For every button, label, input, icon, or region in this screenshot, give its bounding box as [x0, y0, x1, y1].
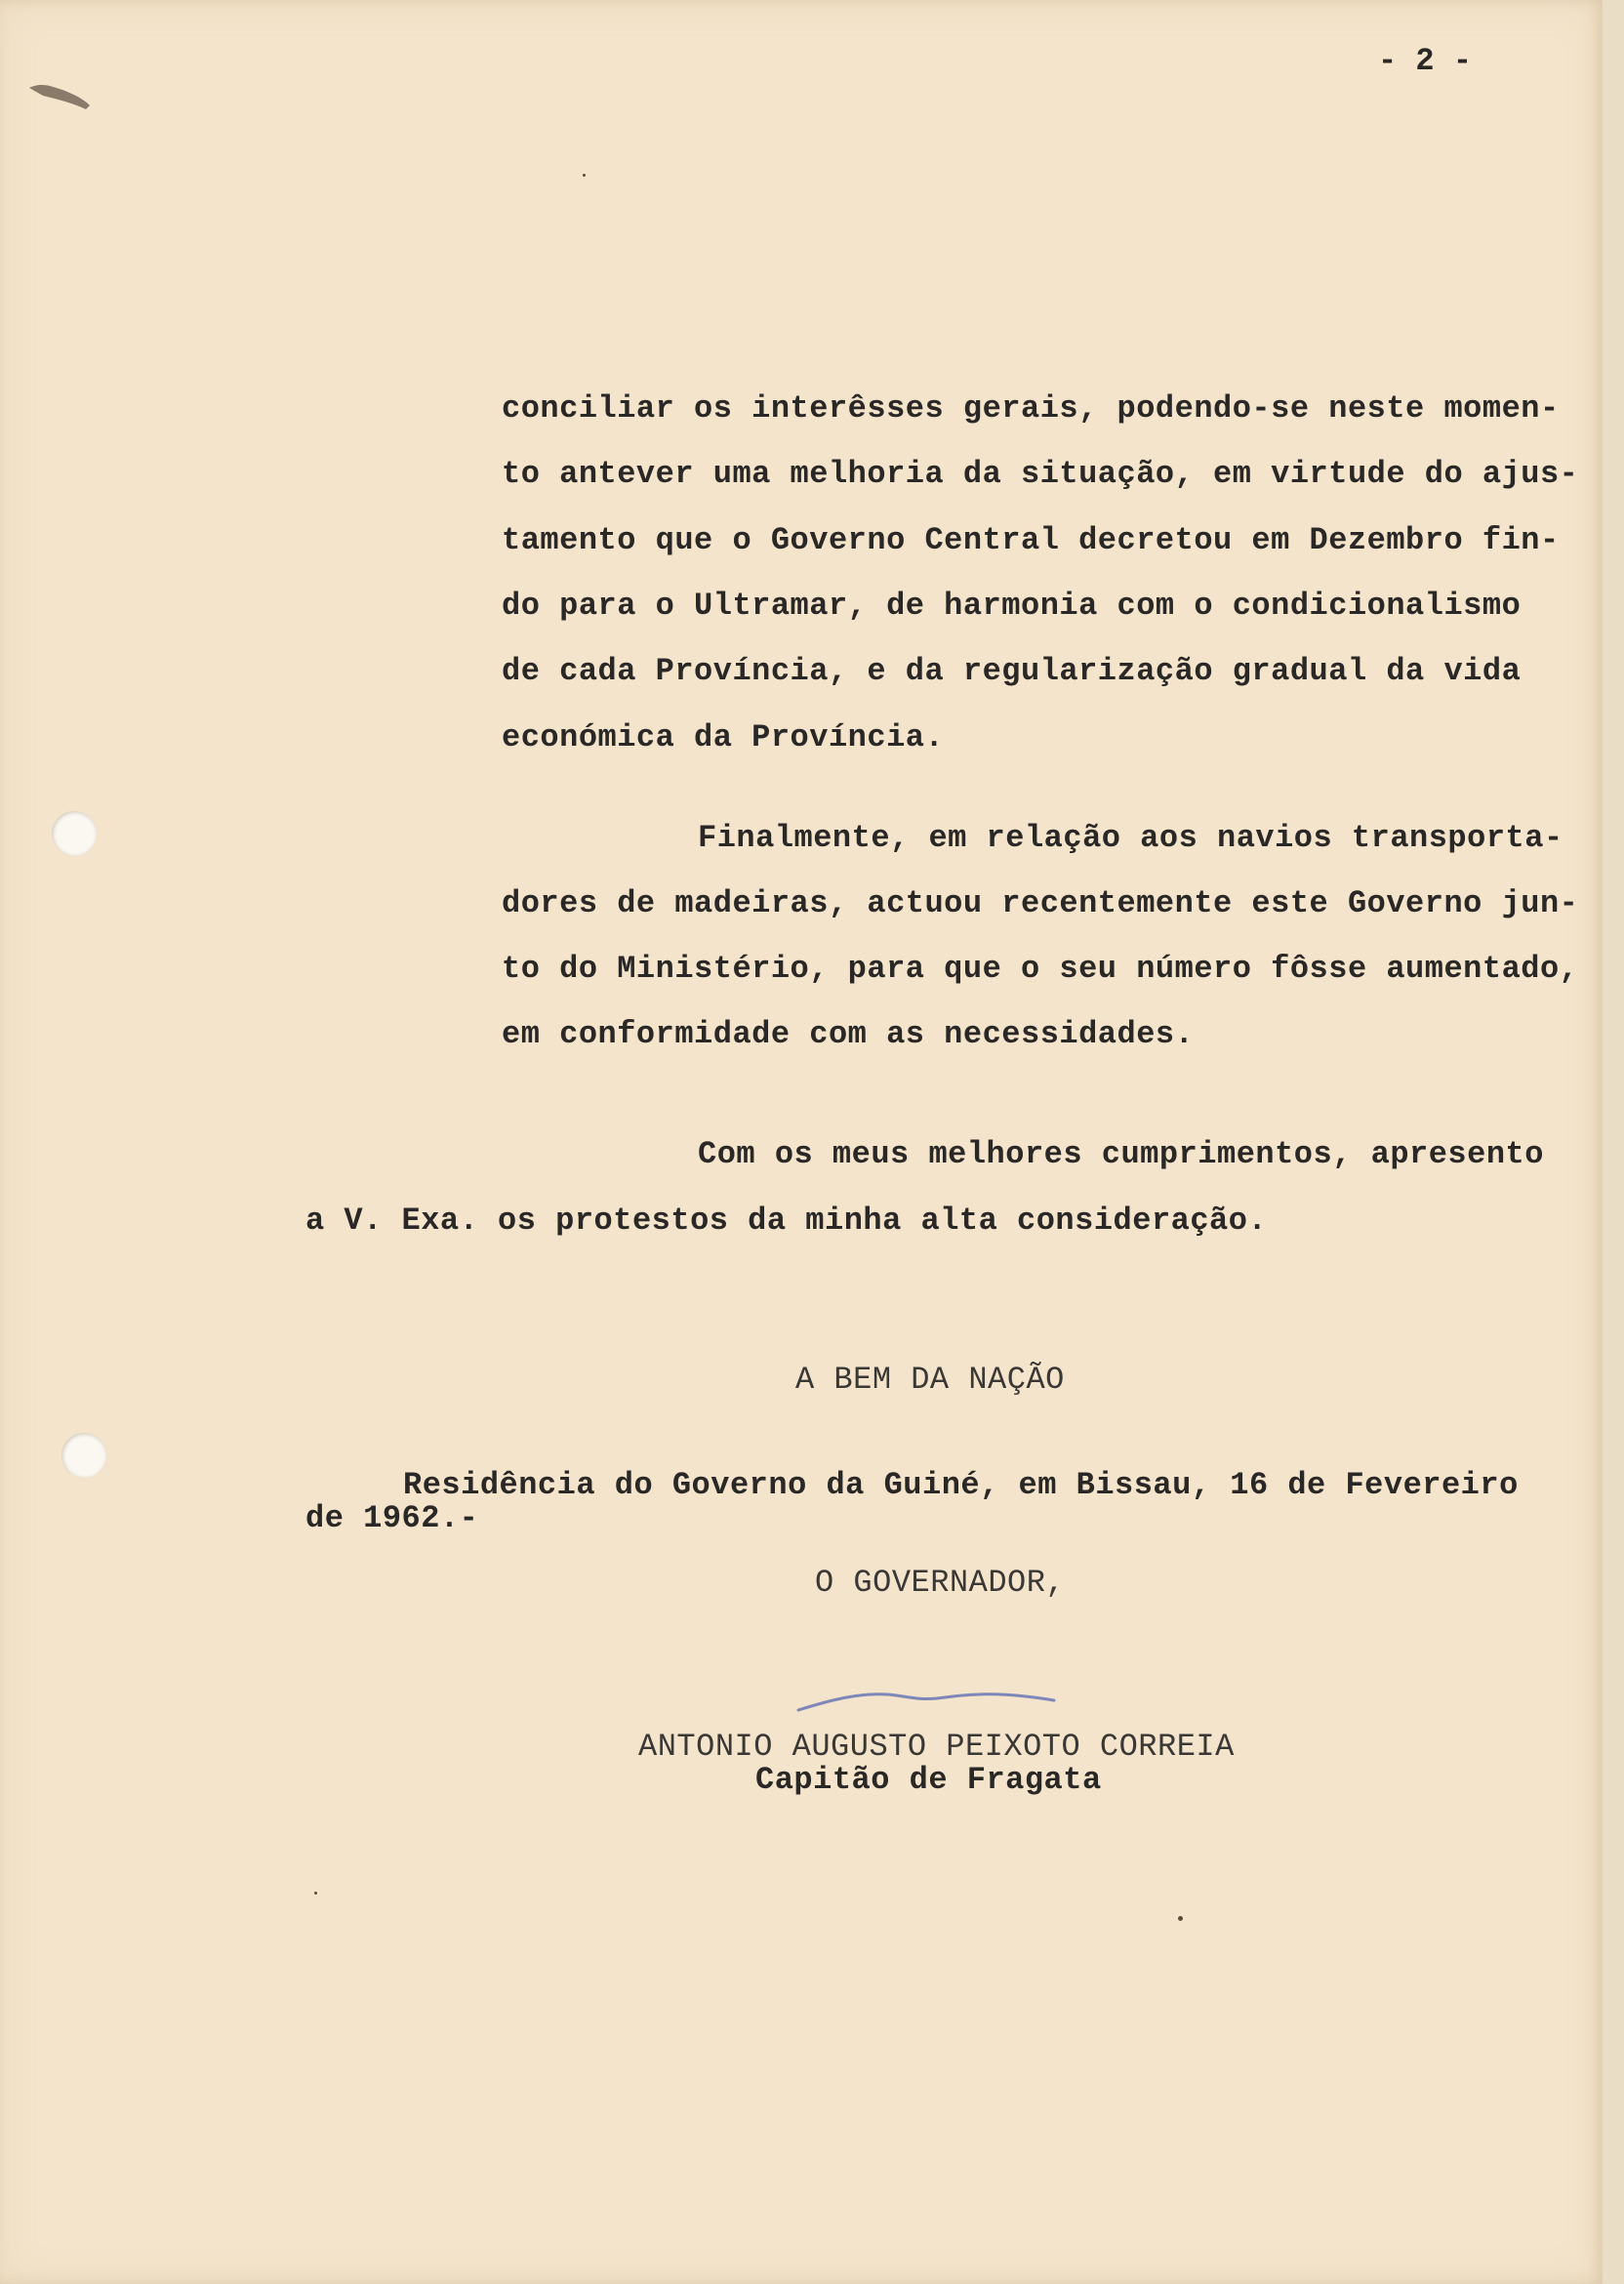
paragraph1-line-2: to antever uma melhoria da situação, em virtude do ajus- — [502, 456, 1579, 492]
page-number: - 2 - — [1378, 43, 1473, 79]
paragraph2-line-2: dores de madeiras, actuou recentemente este Governo jun- — [502, 885, 1579, 921]
paragraph1-line-1: conciliar os interêsses gerais, podendo-se neste momen- — [502, 390, 1560, 427]
closing-line-1: Com os meus melhores cumprimentos, apresento — [698, 1136, 1544, 1172]
signer-name: ANTONIO AUGUSTO PEIXOTO CORREIA — [638, 1729, 1235, 1765]
paragraph1-line-3: tamento que o Governo Central decretou em Dezembro fin- — [502, 522, 1560, 558]
signer-rank: Capitão de Fragata — [755, 1762, 1102, 1798]
paragraph2-line-1: Finalmente, em relação aos navios transporta- — [698, 820, 1563, 856]
closing-line-2: a V. Exa. os protestos da minha alta consideração. — [305, 1203, 1268, 1239]
paper-speck — [583, 174, 586, 177]
paragraph2-line-4: em conformidade com as necessidades. — [502, 1016, 1195, 1052]
motto: A BEM DA NAÇÃO — [795, 1362, 1065, 1398]
paragraph1-line-5: de cada Província, e da regularização gradual da vida — [502, 653, 1522, 689]
punch-hole-top — [52, 811, 97, 856]
torn-corner-mark — [29, 76, 107, 115]
paper-speck — [314, 1892, 317, 1895]
signer-title: O GOVERNADOR, — [815, 1565, 1066, 1601]
paragraph1-line-6: económica da Província. — [502, 719, 945, 755]
punch-hole-bottom — [61, 1433, 106, 1478]
paragraph2-line-3: to do Ministério, para que o seu número fôsse aumentado, — [502, 951, 1579, 987]
place-date-line-1: Residência do Governo da Guiné, em Bissau, 16 de Fevereiro — [403, 1467, 1519, 1503]
handwritten-signature — [791, 1679, 1064, 1718]
paragraph1-line-4: do para o Ultramar, de harmonia com o condicionalismo — [502, 588, 1522, 624]
paper-speck — [1178, 1916, 1183, 1921]
paper-edge — [1603, 0, 1624, 2284]
place-date-line-2: de 1962.- — [305, 1500, 479, 1536]
